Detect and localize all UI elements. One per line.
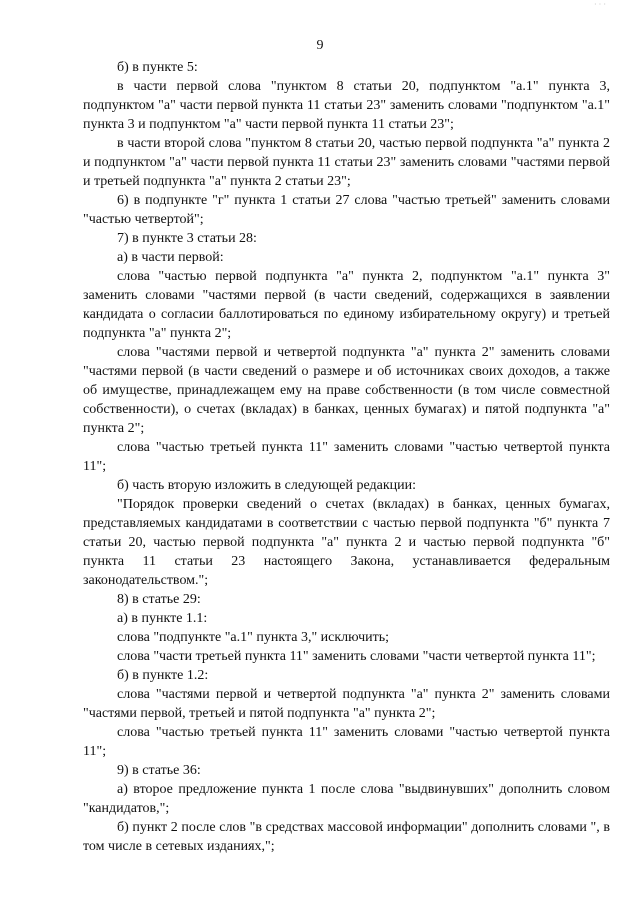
paragraph-item-7: 7) в пункте 3 статьи 28: bbox=[117, 231, 257, 246]
paragraph: в части первой слова "пунктом 8 статьи 20, подпунктом "а.1" пункта 3, подпунктом "а" части первой пункта 11 статьи 23" заменить словами "подпунктом "а.1" пункта 3 и подпунктом "а" части первой пункта 11 статьи 23"; bbox=[83, 79, 610, 132]
paragraph: слова "частью первой подпункта "а" пункта 2, подпунктом "а.1" пункта 3" заменить словами "частями первой (в части сведений, содержащихся в заявлении кандидата о согласии баллотироваться по единому избирательному округу) и третьей подпункта "а" пункта 2"; bbox=[83, 269, 610, 341]
paragraph: а) в части первой: bbox=[117, 250, 224, 265]
paragraph: слова "частями первой и четвертой подпункта "а" пункта 2" заменить словами "частями первой, третьей и пятой подпункта "а" пункта 2"; bbox=[83, 687, 610, 721]
paragraph: а) в пункте 1.1: bbox=[117, 611, 208, 626]
page-number: 9 bbox=[316, 38, 324, 53]
paragraph: слова "части третьей пункта 11" заменить словами "части четвертой пункта 11"; bbox=[117, 649, 596, 664]
corner-mark: · · · bbox=[594, 0, 606, 6]
paragraph: слова "подпункте "а.1" пункта 3," исключить; bbox=[117, 630, 390, 645]
paragraph: б) в пункте 1.2: bbox=[117, 668, 209, 683]
paragraph: б) часть вторую изложить в следующей редакции: bbox=[117, 478, 416, 493]
paragraph: слова "частью третьей пункта 11" заменить словами "частью четвертой пункта 11"; bbox=[83, 440, 610, 474]
paragraph-item-8: 8) в статье 29: bbox=[117, 592, 201, 607]
paragraph-quote: "Порядок проверки сведений о счетах (вкладах) в банках, ценных бумагах, представляемых кандидатами в соответствии с частью первой подпункта "б" пункта 7 статьи 20, частью первой подпункта "а" пункта 2 и частью первой подпункта "б" пункта 11 статьи 23 настоящего Закона, устанавливается федеральным законодательством."; bbox=[83, 497, 610, 588]
paragraph: слова "частью третьей пункта 11" заменить словами "частью четвертой пункта 11"; bbox=[83, 725, 610, 759]
paragraph: слова "частями первой и четвертой подпункта "а" пункта 2" заменить словами "частями первой (в части сведений о размере и об источниках своих доходов, а также об имуществе, принадлежащем ему на праве собственности (в том числе совместной собственности), о счетах (вкладах) в банках, ценных бумагах) и пятой подпункта "а" пункта 2"; bbox=[83, 345, 610, 436]
paragraph-item-9: 9) в статье 36: bbox=[117, 763, 201, 778]
paragraph-b-point-5: б) в пункте 5: bbox=[117, 60, 198, 75]
paragraph: а) второе предложение пункта 1 после слова "выдвинувших" дополнить словом "кандидатов,"; bbox=[83, 782, 610, 816]
document-body bbox=[83, 58, 610, 856]
paragraph-item-6: 6) в подпункте "г" пункта 1 статьи 27 слова "частью третьей" заменить словами "частью четвертой"; bbox=[83, 193, 610, 227]
paragraph: б) пункт 2 после слов "в средствах массовой информации" дополнить словами ", в том числе в сетевых изданиях,"; bbox=[83, 820, 610, 854]
paragraph: в части второй слова "пунктом 8 статьи 20, частью первой подпункта "а" пункта 2 и подпунктом "а" части первой пункта 11 статьи 23" заменить словами "частями первой и третьей подпункта "а" пункта 2 статьи 23"; bbox=[83, 136, 610, 189]
